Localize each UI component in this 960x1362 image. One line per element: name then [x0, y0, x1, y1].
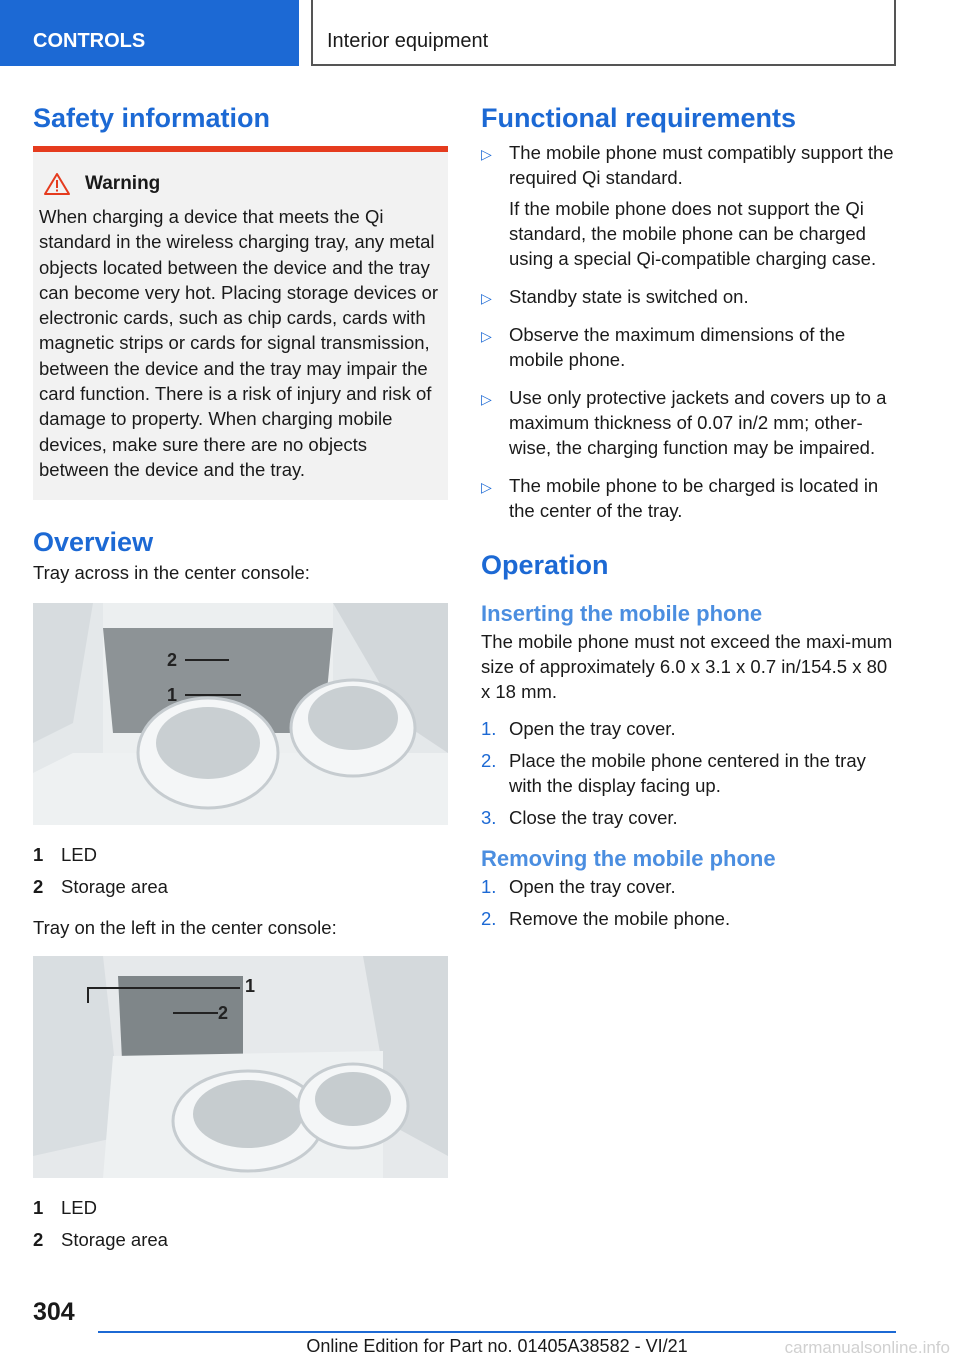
- safety-heading: Safety information: [33, 103, 271, 133]
- callout-2: 2: [167, 650, 178, 671]
- legend-label: LED: [61, 844, 97, 866]
- warning-box: [33, 146, 448, 500]
- list-item-note: If the mobile phone does not support the Qi standard, the mobile phone can be charged using a special Qi-compatible charging case.: [509, 198, 877, 269]
- inserting-intro: The mobile phone must not exceed the maxi-mum size of approximately 6.0 x 3.1 x 0.7 in/154.5 x 80 x 18 mm.: [481, 631, 893, 702]
- step-item: [481, 748, 896, 798]
- list-item-text: Use only protective jackets and covers up to a maximum thickness of 0.07 in/2 mm; other-wise, the charging function may be impaired.: [509, 387, 887, 458]
- callout-2: 2: [218, 1003, 229, 1024]
- triangle-bullet-icon: ▷: [481, 391, 492, 407]
- operation-heading: Operation: [481, 550, 609, 580]
- legend-item: [33, 1192, 448, 1224]
- list-item: [481, 140, 896, 277]
- triangle-bullet-icon: ▷: [481, 479, 492, 495]
- edition-note: Online Edition for Part no. 01405A38582 - VI/21: [306, 1336, 688, 1356]
- list-item-text: Observe the maximum dimensions of the mobile phone.: [509, 324, 846, 370]
- list-item-text: Standby state is switched on.: [509, 286, 749, 307]
- legend-number: 1: [33, 1197, 44, 1219]
- removing-steps: [481, 874, 896, 931]
- inserting-steps: [481, 716, 896, 830]
- legend-item: [33, 871, 448, 903]
- legend-item: [33, 839, 448, 871]
- list-item: [481, 284, 896, 315]
- warning-title: Warning: [85, 173, 161, 194]
- legend-2: [33, 1192, 448, 1256]
- callout-1: 1: [167, 685, 178, 706]
- legend-label: LED: [61, 1197, 97, 1219]
- triangle-bullet-icon: ▷: [481, 290, 492, 306]
- tray-left-photo: [33, 956, 448, 1178]
- right-column: [481, 100, 896, 938]
- list-item: [481, 473, 896, 529]
- tray-across-photo: [33, 603, 448, 825]
- list-item-text: The mobile phone to be charged is located in the center of the tray.: [509, 475, 879, 521]
- legend-1: [33, 839, 448, 903]
- list-item: [481, 385, 896, 466]
- step-text: Remove the mobile phone.: [509, 908, 731, 929]
- legend-label: Storage area: [61, 876, 168, 898]
- section-title: CONTROLS: [33, 30, 146, 52]
- step-number: 3.: [481, 807, 497, 828]
- chapter-tab: [311, 0, 896, 66]
- legend-number: 2: [33, 1229, 44, 1251]
- triangle-bullet-icon: ▷: [481, 328, 492, 344]
- legend-item: [33, 1224, 448, 1256]
- watermark: carmanualsonline.info: [784, 1338, 950, 1357]
- step-number: 2.: [481, 908, 497, 929]
- inserting-heading: Inserting the mobile phone: [481, 601, 763, 626]
- step-number: 1.: [481, 876, 497, 897]
- section-tab: [0, 0, 299, 66]
- warning-header: [43, 172, 440, 196]
- warning-triangle-icon: [43, 172, 71, 196]
- step-item: [481, 805, 896, 830]
- legend-label: Storage area: [61, 1229, 168, 1251]
- triangle-bullet-icon: ▷: [481, 146, 492, 162]
- step-item: [481, 716, 896, 741]
- left-column: [33, 100, 448, 1256]
- callout-1: 1: [245, 976, 256, 997]
- removing-heading: Removing the mobile phone: [481, 846, 776, 871]
- step-text: Place the mobile phone centered in the tray with the display facing up.: [509, 750, 866, 796]
- page-number: 304: [33, 1298, 75, 1326]
- chapter-title: Interior equipment: [327, 30, 489, 52]
- legend-number: 2: [33, 876, 44, 898]
- list-item-text: The mobile phone must compatibly support the required Qi standard.: [509, 142, 894, 188]
- functional-heading: Functional requirements: [481, 103, 797, 133]
- overview-heading: Overview: [33, 527, 154, 558]
- list-item: [481, 322, 896, 378]
- step-number: 1.: [481, 718, 497, 739]
- step-text: Open the tray cover.: [509, 876, 676, 897]
- legend-number: 1: [33, 844, 44, 866]
- step-item: [481, 874, 896, 899]
- step-item: [481, 906, 896, 931]
- overview-intro-2: Tray on the left in the center console:: [33, 917, 337, 939]
- warning-text: When charging a device that meets the Qi standard in the wireless charging tray, any metal objects located between the device and the tray can become very hot. Placing storage devices or electronic cards, such as chip cards, cards with magnetic strips or cards for signal transmission, between the device and the tray may impair the card function. There is a risk of injury and risk of damage to property. When charging mobile devices, make sure there are no objects between the device and the tray.: [39, 206, 438, 480]
- overview-intro-1: Tray across in the center console:: [33, 562, 310, 584]
- functional-list: [481, 140, 896, 529]
- step-text: Close the tray cover.: [509, 807, 678, 828]
- step-text: Open the tray cover.: [509, 718, 676, 739]
- step-number: 2.: [481, 750, 497, 771]
